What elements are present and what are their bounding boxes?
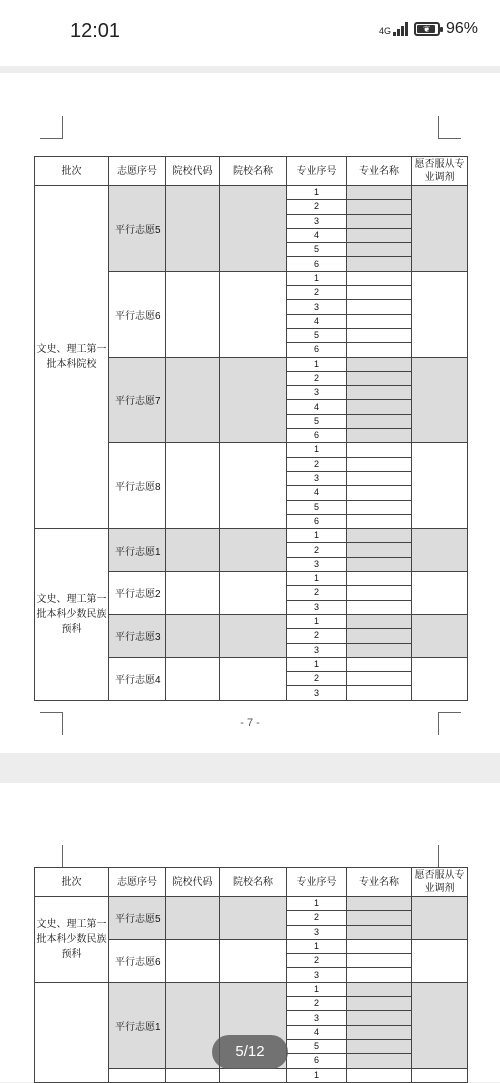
wish-label: 平行志愿5 bbox=[109, 897, 166, 940]
major-name-cell[interactable] bbox=[347, 371, 412, 385]
table-row bbox=[35, 897, 468, 911]
school-code-cell[interactable] bbox=[166, 897, 220, 940]
major-name-cell[interactable] bbox=[347, 300, 412, 314]
major-name-cell[interactable] bbox=[347, 614, 412, 628]
wish-label: 平行志愿6 bbox=[109, 939, 166, 982]
major-index-cell: 2 bbox=[287, 286, 347, 300]
school-name-cell[interactable] bbox=[220, 529, 287, 572]
major-index-cell: 4 bbox=[287, 1025, 347, 1039]
adjust-cell[interactable] bbox=[412, 572, 468, 615]
major-name-cell[interactable] bbox=[347, 672, 412, 686]
adjust-cell[interactable] bbox=[412, 897, 468, 940]
school-code-cell[interactable] bbox=[166, 939, 220, 982]
major-name-cell[interactable] bbox=[347, 286, 412, 300]
document-page-7 bbox=[0, 73, 500, 753]
column-header: 院校代码 bbox=[166, 868, 220, 897]
page-number: - 7 - bbox=[240, 717, 260, 729]
network-icon bbox=[379, 22, 408, 36]
batch-cell: 文史、理工第一批本科院校 bbox=[35, 186, 109, 529]
wish-label: 平行志愿6 bbox=[109, 271, 166, 357]
major-index-cell: 3 bbox=[287, 300, 347, 314]
column-header: 专业序号 bbox=[287, 157, 347, 186]
school-code-cell[interactable] bbox=[166, 271, 220, 357]
major-index-cell: 3 bbox=[287, 643, 347, 657]
major-name-cell[interactable] bbox=[347, 328, 412, 342]
major-index-cell: 2 bbox=[287, 457, 347, 471]
major-index-cell: 2 bbox=[287, 200, 347, 214]
major-index-cell: 3 bbox=[287, 214, 347, 228]
batch-cell: 文史、理工第一批本科少数民族预科 bbox=[35, 897, 109, 983]
major-index-cell: 5 bbox=[287, 328, 347, 342]
table-row bbox=[35, 982, 468, 996]
leaf-icon: ❦ bbox=[422, 24, 431, 34]
adjust-cell[interactable] bbox=[412, 939, 468, 982]
major-name-cell[interactable] bbox=[347, 514, 412, 528]
major-index-cell: 5 bbox=[287, 500, 347, 514]
major-name-cell[interactable] bbox=[347, 586, 412, 600]
battery-percent: 96% bbox=[445, 20, 478, 37]
column-header: 院校代码 bbox=[166, 157, 220, 186]
crop-mark bbox=[40, 116, 63, 139]
major-index-cell: 3 bbox=[287, 386, 347, 400]
major-name-cell[interactable] bbox=[347, 343, 412, 357]
column-header: 专业序号 bbox=[287, 868, 347, 897]
adjust-cell[interactable] bbox=[412, 529, 468, 572]
wish-label bbox=[109, 1068, 166, 1082]
major-name-cell[interactable] bbox=[347, 243, 412, 257]
adjust-cell[interactable] bbox=[412, 1068, 468, 1082]
major-name-cell[interactable] bbox=[347, 543, 412, 557]
major-name-cell[interactable] bbox=[347, 686, 412, 700]
column-header: 专业名称 bbox=[347, 868, 412, 897]
major-name-cell[interactable] bbox=[347, 600, 412, 614]
batch-cell: 文史、理工第一批本科少数民族预科 bbox=[35, 529, 109, 701]
major-index-cell: 3 bbox=[287, 925, 347, 939]
school-name-cell[interactable] bbox=[220, 572, 287, 615]
major-index-cell: 6 bbox=[287, 257, 347, 271]
school-name-cell[interactable] bbox=[220, 443, 287, 529]
major-name-cell[interactable] bbox=[347, 486, 412, 500]
major-name-cell[interactable] bbox=[347, 386, 412, 400]
adjust-cell[interactable] bbox=[412, 657, 468, 700]
wish-label: 平行志愿8 bbox=[109, 443, 166, 529]
column-header: 专业名称 bbox=[347, 157, 412, 186]
major-index-cell: 1 bbox=[287, 186, 347, 200]
school-name-cell[interactable] bbox=[220, 186, 287, 272]
adjust-cell[interactable] bbox=[412, 186, 468, 272]
major-name-cell[interactable] bbox=[347, 429, 412, 443]
major-name-cell[interactable] bbox=[347, 457, 412, 471]
major-name-cell[interactable] bbox=[347, 214, 412, 228]
page-indicator[interactable]: 5/12 bbox=[212, 1035, 288, 1069]
major-name-cell[interactable] bbox=[347, 572, 412, 586]
batch-cell bbox=[35, 982, 109, 1082]
adjust-cell[interactable] bbox=[412, 982, 468, 1068]
wish-label: 平行志愿1 bbox=[109, 982, 166, 1068]
school-name-cell[interactable] bbox=[220, 1068, 287, 1082]
major-index-cell: 6 bbox=[287, 514, 347, 528]
admission-table bbox=[34, 156, 468, 701]
major-name-cell[interactable] bbox=[347, 1025, 412, 1039]
school-code-cell[interactable] bbox=[166, 443, 220, 529]
major-name-cell[interactable] bbox=[347, 200, 412, 214]
crop-mark bbox=[438, 116, 461, 139]
column-header: 志愿序号 bbox=[109, 157, 166, 186]
major-name-cell[interactable] bbox=[347, 982, 412, 996]
major-name-cell[interactable] bbox=[347, 968, 412, 982]
major-index-cell: 3 bbox=[287, 600, 347, 614]
major-name-cell[interactable] bbox=[347, 529, 412, 543]
major-index-cell: 1 bbox=[287, 897, 347, 911]
major-index-cell: 6 bbox=[287, 429, 347, 443]
major-index-cell: 1 bbox=[287, 572, 347, 586]
major-name-cell[interactable] bbox=[347, 954, 412, 968]
school-code-cell[interactable] bbox=[166, 357, 220, 443]
wish-label: 平行志愿2 bbox=[109, 572, 166, 615]
network-type: 4G bbox=[378, 26, 391, 36]
adjust-cell[interactable] bbox=[412, 614, 468, 657]
major-name-cell[interactable] bbox=[347, 271, 412, 285]
school-code-cell[interactable] bbox=[166, 572, 220, 615]
major-index-cell: 2 bbox=[287, 672, 347, 686]
crop-mark bbox=[40, 845, 63, 868]
column-header: 愿否服从专业调剂 bbox=[412, 157, 468, 186]
major-index-cell: 2 bbox=[287, 954, 347, 968]
major-index-cell: 2 bbox=[287, 586, 347, 600]
major-index-cell: 2 bbox=[287, 371, 347, 385]
major-name-cell[interactable] bbox=[347, 911, 412, 925]
wish-label: 平行志愿5 bbox=[109, 186, 166, 272]
major-name-cell[interactable] bbox=[347, 471, 412, 485]
school-name-cell[interactable] bbox=[220, 357, 287, 443]
column-header: 批次 bbox=[35, 157, 109, 186]
major-name-cell[interactable] bbox=[347, 1011, 412, 1025]
wish-label: 平行志愿1 bbox=[109, 529, 166, 572]
wish-label: 平行志愿4 bbox=[109, 657, 166, 700]
school-code-cell[interactable] bbox=[166, 614, 220, 657]
major-name-cell[interactable] bbox=[347, 939, 412, 953]
major-index-cell: 2 bbox=[287, 911, 347, 925]
major-name-cell[interactable] bbox=[347, 186, 412, 200]
table-row bbox=[35, 529, 468, 543]
major-index-cell: 1 bbox=[287, 357, 347, 371]
major-name-cell[interactable] bbox=[347, 1039, 412, 1053]
major-name-cell[interactable] bbox=[347, 257, 412, 271]
school-code-cell[interactable] bbox=[166, 657, 220, 700]
major-name-cell[interactable] bbox=[347, 997, 412, 1011]
major-name-cell[interactable] bbox=[347, 228, 412, 242]
column-header: 批次 bbox=[35, 868, 109, 897]
adjust-cell[interactable] bbox=[412, 443, 468, 529]
major-index-cell: 5 bbox=[287, 243, 347, 257]
major-index-cell: 1 bbox=[287, 1068, 347, 1082]
major-name-cell[interactable] bbox=[347, 1068, 412, 1082]
table-row bbox=[35, 186, 468, 200]
major-index-cell: 3 bbox=[287, 968, 347, 982]
major-name-cell[interactable] bbox=[347, 357, 412, 371]
status-icons bbox=[379, 20, 478, 38]
major-index-cell: 5 bbox=[287, 1039, 347, 1053]
crop-mark bbox=[438, 845, 461, 868]
major-index-cell: 1 bbox=[287, 614, 347, 628]
major-name-cell[interactable] bbox=[347, 1054, 412, 1068]
column-header: 志愿序号 bbox=[109, 868, 166, 897]
major-index-cell: 1 bbox=[287, 529, 347, 543]
major-name-cell[interactable] bbox=[347, 314, 412, 328]
major-index-cell: 4 bbox=[287, 228, 347, 242]
major-name-cell[interactable] bbox=[347, 643, 412, 657]
signal-icon bbox=[393, 22, 408, 36]
major-index-cell: 4 bbox=[287, 486, 347, 500]
major-index-cell: 3 bbox=[287, 557, 347, 571]
major-name-cell[interactable] bbox=[347, 414, 412, 428]
major-index-cell: 2 bbox=[287, 543, 347, 557]
wish-label: 平行志愿3 bbox=[109, 614, 166, 657]
major-name-cell[interactable] bbox=[347, 657, 412, 671]
school-name-cell[interactable] bbox=[220, 657, 287, 700]
wish-label: 平行志愿7 bbox=[109, 357, 166, 443]
school-code-cell[interactable] bbox=[166, 529, 220, 572]
major-index-cell: 1 bbox=[287, 443, 347, 457]
column-header: 愿否服从专业调剂 bbox=[412, 868, 468, 897]
major-index-cell: 2 bbox=[287, 997, 347, 1011]
major-index-cell: 2 bbox=[287, 629, 347, 643]
major-index-cell: 6 bbox=[287, 1054, 347, 1068]
battery-icon bbox=[414, 22, 440, 36]
major-name-cell[interactable] bbox=[347, 400, 412, 414]
major-index-cell: 4 bbox=[287, 314, 347, 328]
status-bar bbox=[0, 0, 500, 66]
school-name-cell[interactable] bbox=[220, 939, 287, 982]
major-index-cell: 6 bbox=[287, 343, 347, 357]
major-index-cell: 1 bbox=[287, 271, 347, 285]
adjust-cell[interactable] bbox=[412, 357, 468, 443]
major-index-cell: 1 bbox=[287, 982, 347, 996]
school-code-cell[interactable] bbox=[166, 1068, 220, 1082]
major-index-cell: 5 bbox=[287, 414, 347, 428]
school-name-cell[interactable] bbox=[220, 897, 287, 940]
major-name-cell[interactable] bbox=[347, 557, 412, 571]
major-name-cell[interactable] bbox=[347, 500, 412, 514]
column-header: 院校名称 bbox=[220, 157, 287, 186]
status-time: 12:01 bbox=[70, 20, 121, 42]
column-header: 院校名称 bbox=[220, 868, 287, 897]
school-name-cell[interactable] bbox=[220, 614, 287, 657]
major-index-cell: 3 bbox=[287, 1011, 347, 1025]
major-index-cell: 1 bbox=[287, 939, 347, 953]
major-name-cell[interactable] bbox=[347, 443, 412, 457]
major-name-cell[interactable] bbox=[347, 897, 412, 911]
major-index-cell: 4 bbox=[287, 400, 347, 414]
major-index-cell: 3 bbox=[287, 686, 347, 700]
adjust-cell[interactable] bbox=[412, 271, 468, 357]
major-name-cell[interactable] bbox=[347, 629, 412, 643]
school-code-cell[interactable] bbox=[166, 186, 220, 272]
school-name-cell[interactable] bbox=[220, 271, 287, 357]
major-name-cell[interactable] bbox=[347, 925, 412, 939]
major-index-cell: 1 bbox=[287, 657, 347, 671]
major-index-cell: 3 bbox=[287, 471, 347, 485]
